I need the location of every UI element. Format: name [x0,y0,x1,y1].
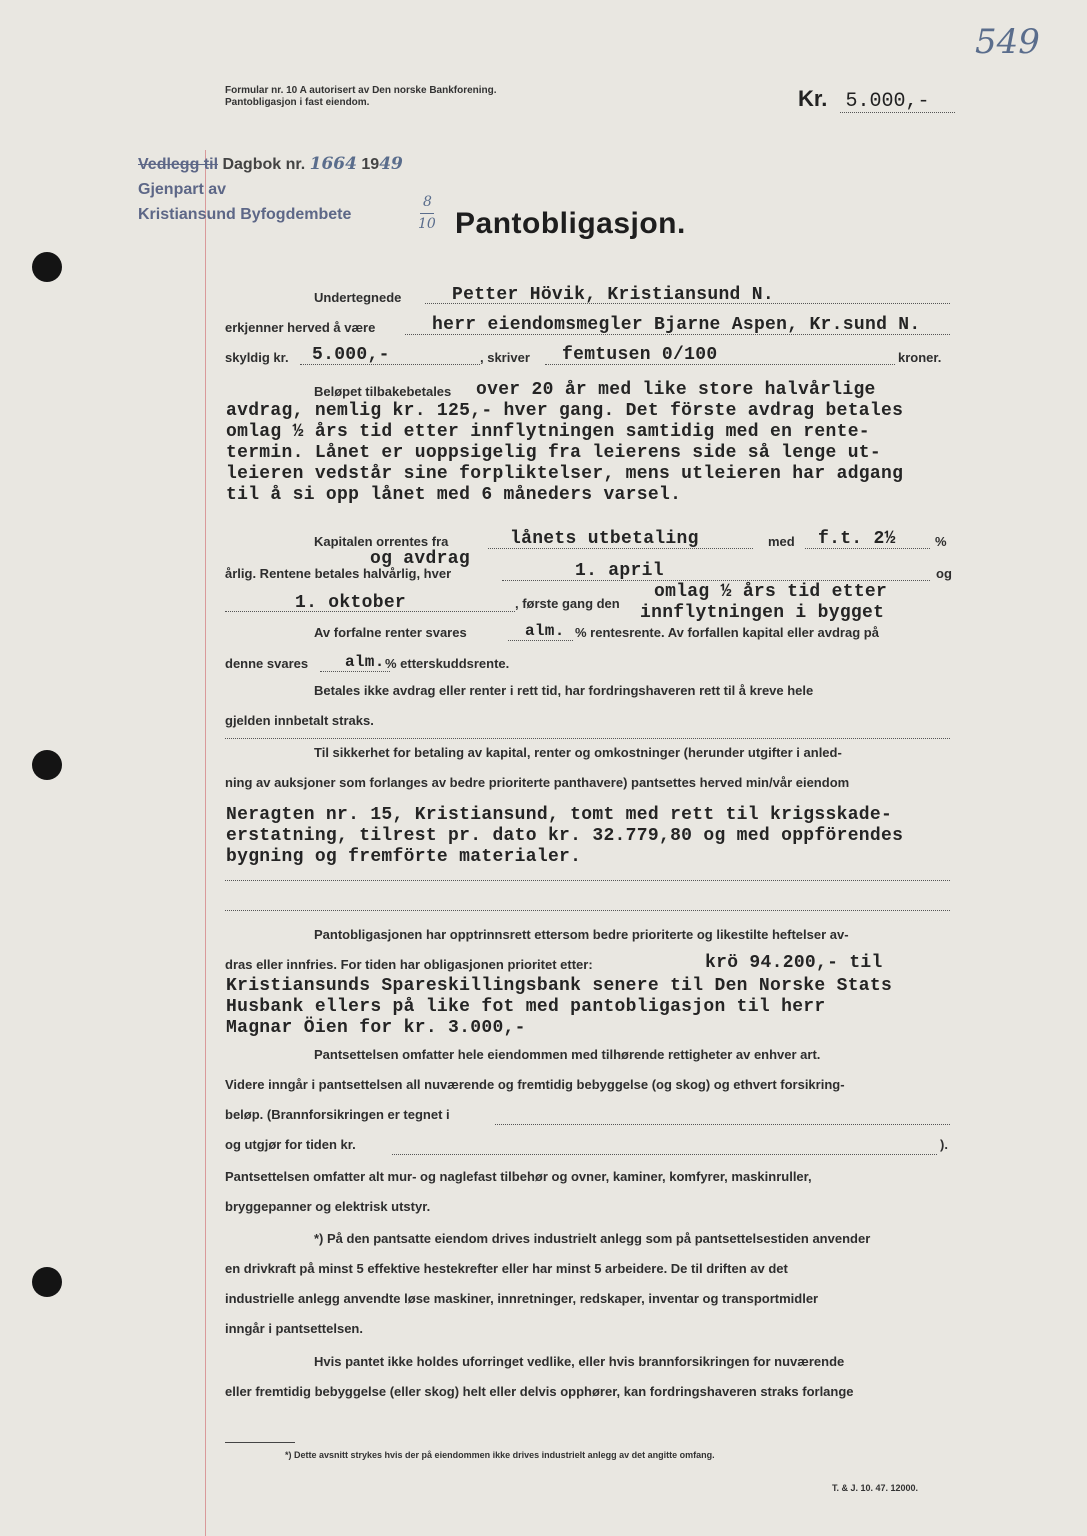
stamp-line-3 [138,202,403,227]
form-notice [225,85,497,109]
footnote-rule [225,1442,295,1443]
skyldig-line [300,364,480,365]
industri-line-2: en drivkraft på minst 5 effektive hestekrefter eller har minst 5 arbeidere. De til driften av det [225,1261,788,1276]
stamp-year-prefix: 19 [361,156,380,173]
industri-line-1: *) På den pantsatte eiendom drives industrielt anlegg som på pantsettelsestiden anvender [314,1231,871,1246]
stamp-line-1 [138,152,403,177]
belopet-line: til å si opp lånet med 6 måneders varsel. [226,485,682,505]
form-line-1: Formular nr. 10 A autorisert av Den norske Bankforening. [225,85,497,96]
april-line [502,580,930,581]
eiendom-line-blank-2 [225,910,950,911]
kroner-label: kroner. [898,350,942,365]
industri-line-4: inngår i pantsettelsen. [225,1321,363,1336]
percent-sign: % [935,534,947,549]
belopet-line: leieren vedstår sine forpliktelser, mens utleieren har adgang [226,464,904,484]
forste-value-line-2: innflytningen i bygget [640,603,885,623]
prioritet-first: krö 94.200,- til [705,953,883,973]
undertegnede-label: Undertegnede [314,290,402,305]
utgjor-end: ). [940,1137,948,1152]
forfalne-value: alm. [525,622,565,640]
eiendom-line: Neragten nr. 15, Kristiansund, tomt med rett til krigsskade- [226,805,893,825]
kapitalen-line [488,548,753,549]
eiendom-line: bygning og fremförte materialer. [226,847,582,867]
prioritet-line: Magnar Öien for kr. 3.000,- [226,1018,526,1038]
stamp-vedlegg: Vedlegg til [138,156,219,173]
opptrinn-line-2: dras eller innfries. For tiden har obligasjonen prioritet etter: [225,957,593,972]
omfatter-line-3: beløp. (Brannforsikringen er tegnet i [225,1107,450,1122]
med-value: f.t. 2½ [818,529,896,549]
undertegnede-line [425,303,950,304]
denne-value: alm. [345,653,385,671]
stamp-date-rule [420,213,434,214]
amount-dotted-line [840,112,955,113]
omfatter-paragraph [225,1040,960,1160]
skyldig-value: 5.000,- [312,345,390,365]
stamp-line-2: Gjenpart av [138,181,227,198]
stamp-dagbok-number: 1664 [309,154,357,174]
april-value: 1. april [575,561,664,581]
tilbehor-line-2: bryggepanner og elektrisk utstyr. [225,1199,431,1214]
prioritet-block [226,976,892,1039]
med-label: med [768,534,795,549]
page-number: 549 [975,22,1040,62]
belopet-line: termin. Lånet er uoppsigelig fra leierens side så lenge ut- [226,443,882,463]
stamp-office: Kristiansund Byfogdembete [138,206,352,223]
opptrinn-line-1: Pantobligasjonen har opptrinnsrett ettersom bedre prioriterte og likestilte heftelser av- [314,927,849,942]
tilbehor-line-1: Pantsettelsen omfatter alt mur- og naglefast tilbehør og ovner, kaminer, komfyrer, maskinruller, [225,1169,812,1184]
binder-hole-bottom [32,1267,62,1297]
betales-paragraph [225,676,955,736]
eiendom-line-blank-1 [225,880,950,881]
arlig-label: årlig. Rentene betales halvårlig, hver [225,566,452,581]
forste-value [640,582,887,624]
utgjor-line [392,1154,937,1155]
form-line-2: Pantobligasjon i fast eiendom. [225,97,370,108]
eiendom-line: erstatning, tilrest pr. dato kr. 32.779,80 og med oppförendes [226,826,904,846]
industri-line-3: industrielle anlegg anvendte løse maskiner, innretninger, redskaper, inventar og transportmidler [225,1291,819,1306]
belopet-line: omlag ½ års tid etter innflytningen samtidig med en rente- [226,422,870,442]
footnote: *) Dette avsnitt strykes hvis der på eiendommen ikke drives industrielt anlegg av det angitte omfang. [285,1450,715,1460]
amount-label: Kr. [798,86,828,111]
forfalne-label-a: Av forfalne renter svares [314,625,467,640]
belopet-line: over 20 år med like store halvårlige [476,380,876,400]
printer-mark: T. & J. 10. 47. 12000. [832,1483,919,1493]
belopet-label: Beløpet tilbakebetales [314,384,452,399]
erkjenner-line [405,334,950,335]
document-title: Pantobligasjon. [455,207,686,240]
betales-line-1: Betales ikke avdrag eller renter i rett tid, har fordringshaveren rett til å kreve hele [314,683,814,698]
amount-box [798,86,930,113]
brannforsikring-line [495,1124,950,1125]
omfatter-line-4: og utgjør for tiden kr. [225,1137,356,1152]
prioritet-line: Kristiansunds Spareskillingsbank senere til Den Norske Stats [226,976,893,996]
eiendom-description [226,805,903,868]
binder-hole-top [32,252,62,282]
og-label: og [936,566,952,581]
stamp-year-suffix: 49 [379,154,403,174]
stamp-date-day: 8 [423,194,432,210]
erkjenner-label: erkjenner herved å være [225,320,376,335]
forfalne-label-b: % rentesrente. Av forfallen kapital eller avdrag på [575,625,879,640]
belopet-line: avdrag, nemlig kr. 125,- hver gang. Det förste avdrag betales [226,401,904,421]
forfalne-line [508,640,573,641]
stamp-dagbok-label: Dagbok nr. [222,156,306,173]
omfatter-line-1: Pantsettelsen omfatter hele eiendommen med tilhørende rettigheter av enhver art. [314,1047,821,1062]
pantet-line-1: Hvis pantet ikke holdes uforringet vedlike, eller hvis brannforsikringen for nuværende [314,1354,845,1369]
skriver-value: femtusen 0/100 [562,345,718,365]
kapitalen-label: Kapitalen orrentes fra [314,534,449,549]
forste-value-line-1: omlag ½ års tid etter [654,582,888,602]
sikkerhet-line-1: Til sikkerhet for betaling av kapital, renter og omkostninger (herunder utgifter i anled- [314,745,842,760]
denne-line [320,671,390,672]
skriver-line [545,364,895,365]
page-margin-line [205,150,206,1536]
forste-label: , første gang den [515,596,620,611]
sikkerhet-line-2: ning av auksjoner som forlanges av bedre prioriterte panthavere) pantsettes herved min/vår eiendom [225,775,850,790]
undertegnede-value: Petter Hövik, Kristiansund N. [452,285,774,305]
og-avdrag-insert: og avdrag [370,549,470,569]
pantet-paragraph [225,1347,960,1407]
denne-label-b: % etterskuddsrente. [385,656,510,671]
skriver-label: , skriver [480,350,530,365]
erkjenner-value: herr eiendomsmegler Bjarne Aspen, Kr.sund N. [432,315,921,335]
kapitalen-value: lånets utbetaling [510,529,699,549]
skyldig-label: skyldig kr. [225,350,289,365]
tilbehor-paragraph [225,1162,960,1222]
pantet-line-2: eller fremtidig bebyggelse (eller skog) helt eller delvis opphører, kan fordringshaveren straks forlange [225,1384,854,1399]
belopet-value [226,380,903,506]
amount-value: 5.000,- [845,90,930,113]
stamp-date-month: 10 [418,216,436,232]
oktober-value: 1. oktober [295,593,407,613]
binder-hole-middle [32,750,62,780]
denne-label-a: denne svares [225,656,309,671]
sikkerhet-paragraph [225,738,955,798]
betales-line-2: gjelden innbetalt straks. [225,713,374,728]
prioritet-line: Husbank ellers på like fot med pantobligasjon til herr [226,997,826,1017]
registry-stamp [138,152,403,227]
med-line [805,548,930,549]
omfatter-line-2: Videre inngår i pantsettelsen all nuværende og fremtidig bebyggelse (og skog) og ethvert forsikring- [225,1077,845,1092]
industri-paragraph [225,1224,960,1344]
oktober-line [225,611,515,612]
